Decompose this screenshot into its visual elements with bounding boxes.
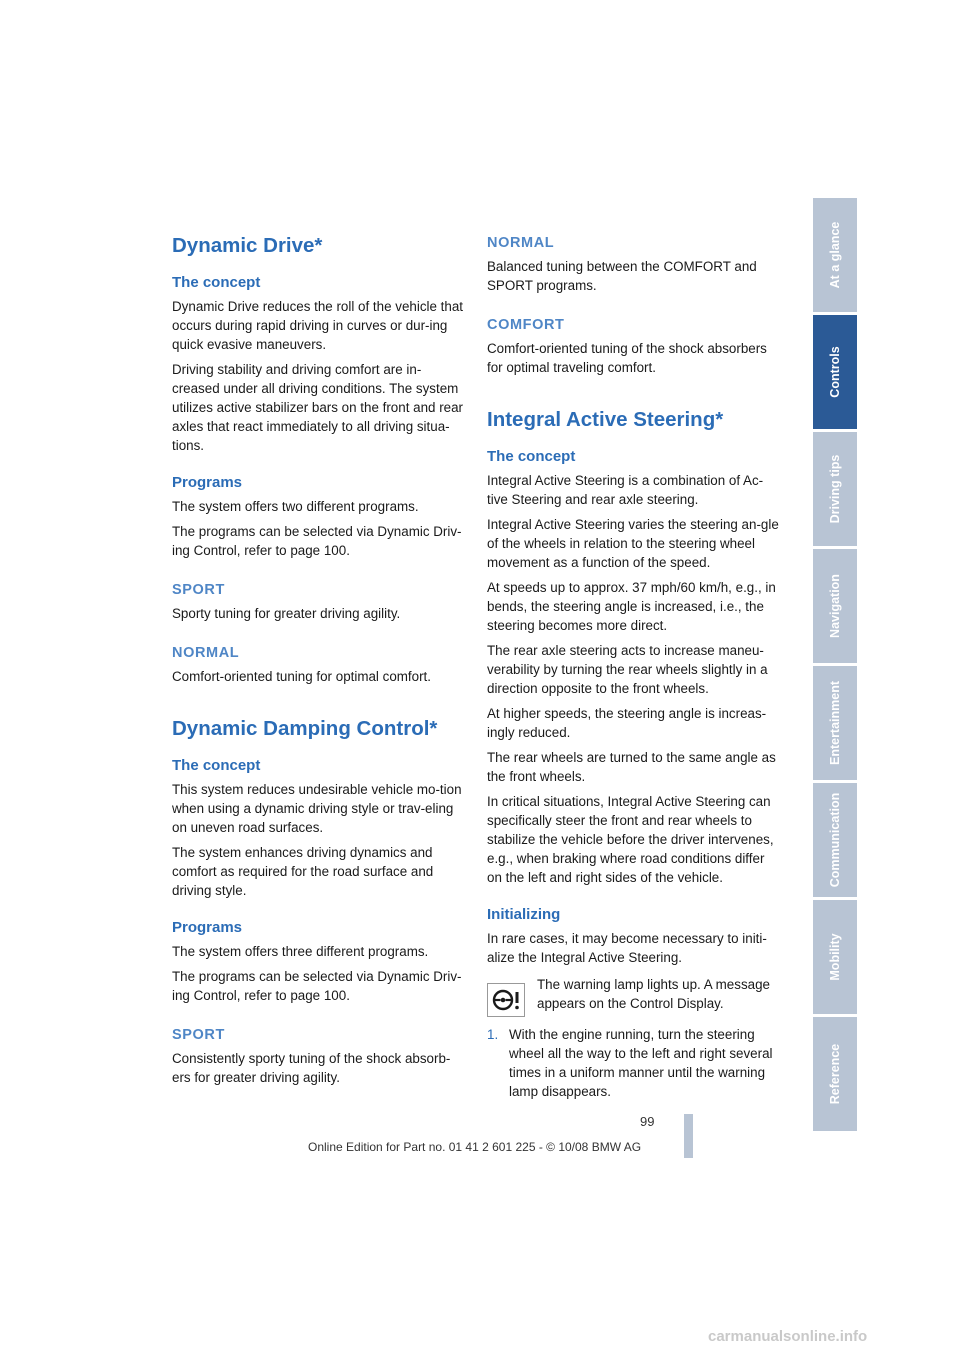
dynamic-drive-concept-text-2: Driving stability and driving comfort are in-creased under all driving conditions. The system utilizes active stabilizer bars on the front and rear axles that react immediately to all driving situa-tions. — [172, 362, 464, 453]
dynamic-drive-sport-text: Sporty tuning for greater driving agility. — [172, 606, 401, 621]
right-column — [487, 233, 779, 1101]
warning-lamp-text: The warning lamp lights up. A message appears on the Control Display. — [537, 977, 770, 1011]
tab-navigation[interactable] — [813, 549, 857, 663]
comfort-heading: COMFORT — [487, 317, 565, 333]
dynamic-damping-programs-text-1: The system offers three different programs. — [172, 944, 429, 959]
tab-label: Mobility — [828, 933, 842, 981]
dynamic-drive-title: Dynamic Drive* — [172, 234, 323, 257]
dynamic-damping-programs-heading: Programs — [172, 919, 243, 936]
dynamic-damping-concept-heading: The concept — [172, 757, 261, 774]
initializing-heading: Initializing — [487, 906, 561, 923]
page-marker-bar — [684, 1114, 693, 1158]
dynamic-damping-sport-heading: SPORT — [172, 1027, 225, 1043]
tab-communication[interactable] — [813, 783, 857, 897]
ias-text-4: The rear axle steering acts to increase maneu-verability by turning the rear wheels slightly in a direction opposite to the front wheels. — [487, 643, 768, 696]
normal-heading: NORMAL — [487, 235, 555, 251]
footer-edition: Online Edition for Part no. 01 41 2 601 225 - © 10/08 BMW AG — [308, 1140, 642, 1154]
initializing-text: In rare cases, it may become necessary to initi-alize the Integral Active Steering. — [487, 931, 767, 965]
comfort-text: Comfort-oriented tuning of the shock absorbers for optimal traveling comfort. — [487, 341, 767, 375]
step-1-text: With the engine running, turn the steering wheel all the way to the left and right several times in a uniform manner until the warning lamp disappears. — [509, 1027, 773, 1099]
dynamic-drive-normal-text: Comfort-oriented tuning for optimal comfort. — [172, 669, 431, 684]
ias-text-2: Integral Active Steering varies the steering an-gle of the wheels in relation to the steering wheel movement as a function of the speed. — [487, 517, 779, 570]
dynamic-drive-programs-heading: Programs — [172, 474, 243, 491]
tab-label: Driving tips — [828, 454, 842, 524]
tab-reference[interactable] — [813, 1017, 857, 1131]
tab-label: Reference — [828, 1043, 842, 1105]
ias-concept-heading: The concept — [487, 448, 576, 465]
page-number: 99 — [640, 1114, 655, 1129]
tab-label: Communication — [828, 792, 842, 888]
tab-driving-tips[interactable] — [813, 432, 857, 546]
dynamic-drive-programs-text-2: The programs can be selected via Dynamic Driv-ing Control, refer to page 100. — [172, 524, 462, 558]
tab-label: At a glance — [828, 221, 842, 289]
left-column — [172, 233, 464, 1093]
ias-text-3: At speeds up to approx. 37 mph/60 km/h, e.g., in bends, the steering angle is increased, i.e., the steering becomes more direct. — [487, 580, 776, 633]
dynamic-damping-programs-text-2: The programs can be selected via Dynamic Driv-ing Control, refer to page 100. — [172, 969, 462, 1003]
tab-controls[interactable] — [813, 315, 857, 429]
tab-label: Controls — [828, 346, 842, 398]
tab-mobility[interactable] — [813, 900, 857, 1014]
ias-text-6: The rear wheels are turned to the same angle as the front wheels. — [487, 750, 776, 784]
tab-label: Navigation — [828, 574, 842, 638]
dynamic-damping-sport-text: Consistently sporty tuning of the shock absorb-ers for greater driving agility. — [172, 1051, 451, 1085]
dynamic-drive-concept-text-1: Dynamic Drive reduces the roll of the vehicle that occurs during rapid driving in curves or dur-ing quick evasive maneuvers. — [172, 299, 464, 352]
warning-lamp-note — [487, 973, 779, 1017]
tab-entertainment[interactable] — [813, 666, 857, 780]
dynamic-damping-concept-text-2: The system enhances driving dynamics and comfort as required for the road surface and driving style. — [172, 845, 434, 898]
watermark: carmanualsonline.info — [708, 1328, 868, 1345]
normal-text: Balanced tuning between the COMFORT and SPORT programs. — [487, 259, 757, 293]
ias-text-5: At higher speeds, the steering angle is increas-ingly reduced. — [487, 706, 767, 740]
dynamic-drive-sport-heading: SPORT — [172, 582, 225, 598]
dynamic-damping-concept-text-1: This system reduces undesirable vehicle mo-tion when using a dynamic driving style or trav-eling on uneven road surfaces. — [172, 782, 462, 835]
ias-text-7: In critical situations, Integral Active Steering can specifically steer the front and rear wheels to stabilize the vehicle before the driver intervenes, e.g., when braking where road conditions differ on the left and right sides of the vehicle. — [487, 794, 774, 885]
ias-text-1: Integral Active Steering is a combination of Ac-tive Steering and rear axle steering. — [487, 473, 764, 507]
dynamic-damping-title: Dynamic Damping Control* — [172, 717, 438, 740]
dynamic-drive-normal-heading: NORMAL — [172, 645, 240, 661]
tab-label: Entertainment — [828, 680, 842, 766]
chapter-sidebar — [813, 198, 857, 1134]
tab-at-a-glance[interactable] — [813, 198, 857, 312]
dynamic-drive-programs-text-1: The system offers two different programs. — [172, 499, 419, 514]
dynamic-drive-concept-heading: The concept — [172, 274, 261, 291]
steering-warning-icon — [487, 983, 525, 1017]
integral-active-steering-title: Integral Active Steering* — [487, 408, 724, 431]
step-1-number: 1. — [487, 1027, 499, 1042]
step-1 — [487, 1025, 779, 1101]
